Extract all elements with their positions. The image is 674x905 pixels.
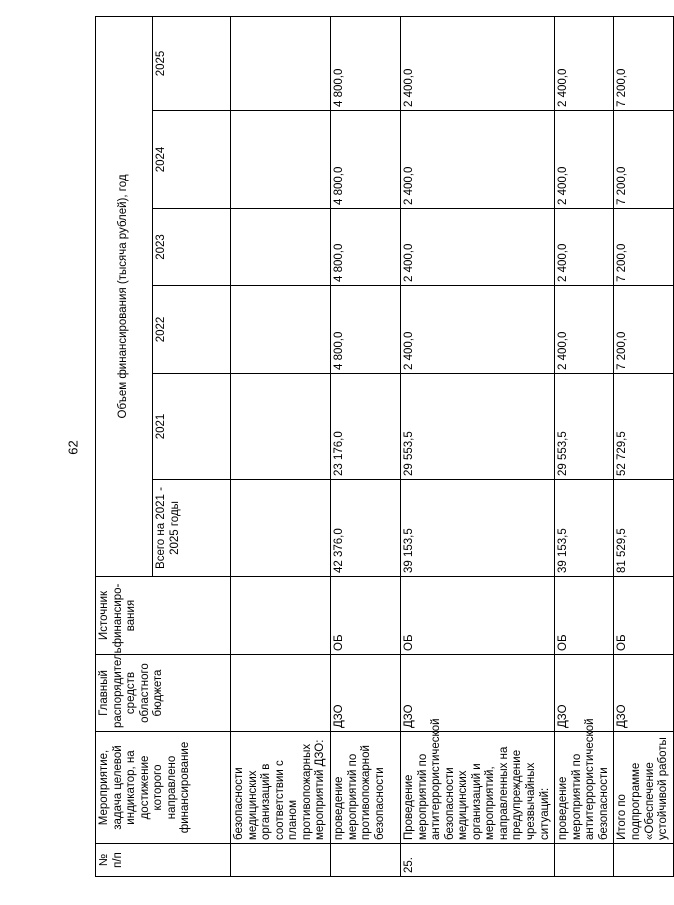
cell-2024: 2 400,0 — [555, 111, 614, 209]
header-year-2025: 2025 — [153, 16, 231, 110]
cell-total — [231, 480, 331, 577]
table-row — [555, 16, 614, 876]
cell-2025: 2 400,0 — [400, 16, 554, 110]
header-row-1 — [96, 16, 153, 876]
cell-2023: 4 800,0 — [330, 209, 400, 286]
cell-source: ОБ — [330, 577, 400, 655]
header-source: Источник финансиро-вания — [96, 577, 231, 655]
cell-2021: 23 176,0 — [330, 374, 400, 480]
cell-2022: 4 800,0 — [330, 286, 400, 374]
cell-2022 — [231, 286, 331, 374]
header-event: Мероприятие, задача целевой индикатор, на достижение которого направлено финансирование — [96, 732, 231, 844]
cell-2021: 52 729,5 — [614, 374, 673, 480]
cell-num — [614, 844, 673, 877]
cell-total: 42 376,0 — [330, 480, 400, 577]
cell-2024: 2 400,0 — [400, 111, 554, 209]
cell-num — [555, 844, 614, 877]
cell-source: ОБ — [400, 577, 554, 655]
cell-total: 39 153,5 — [555, 480, 614, 577]
header-volume: Объем финансирования (тысяча рублей), год — [96, 16, 153, 576]
cell-num: 25. — [400, 844, 554, 877]
cell-2023: 2 400,0 — [400, 209, 554, 286]
cell-manager: ДЗО — [400, 655, 554, 732]
header-year-2023: 2023 — [153, 209, 231, 286]
financing-table — [95, 16, 674, 877]
cell-num — [330, 844, 400, 877]
cell-manager — [231, 655, 331, 732]
cell-2025 — [231, 16, 331, 110]
cell-manager: ДЗО — [555, 655, 614, 732]
rotated-table-container — [95, 17, 670, 877]
cell-2023 — [231, 209, 331, 286]
cell-source: ОБ — [555, 577, 614, 655]
cell-2021: 29 553,5 — [400, 374, 554, 480]
cell-2025: 2 400,0 — [555, 16, 614, 110]
cell-2024: 4 800,0 — [330, 111, 400, 209]
cell-event: проведение мероприятий по антитеррористической безопасности — [555, 732, 614, 844]
cell-source — [231, 577, 331, 655]
cell-event: Итого по подпрограмме «Обеспечение устойчивой работы — [614, 732, 673, 844]
cell-total: 81 529,5 — [614, 480, 673, 577]
cell-2022: 2 400,0 — [555, 286, 614, 374]
cell-2023: 2 400,0 — [555, 209, 614, 286]
cell-2024: 7 200,0 — [614, 111, 673, 209]
cell-event: проведение мероприятий по противопожарной безопасности — [330, 732, 400, 844]
table-row — [231, 16, 331, 876]
header-year-2022: 2022 — [153, 286, 231, 374]
cell-manager: ДЗО — [614, 655, 673, 732]
table-row — [330, 16, 400, 876]
cell-2023: 7 200,0 — [614, 209, 673, 286]
cell-2022: 2 400,0 — [400, 286, 554, 374]
header-year-2021: 2021 — [153, 374, 231, 480]
table-row — [400, 16, 554, 876]
header-num: № п/п — [96, 844, 231, 877]
cell-2025: 4 800,0 — [330, 16, 400, 110]
table-row — [614, 16, 673, 876]
cell-total: 39 153,5 — [400, 480, 554, 577]
cell-event: Проведение мероприятий по антитеррористической безопасности медицинских организаций и мероприятий, направленных на предупреждение чрезвычайных ситуаций: — [400, 732, 554, 844]
header-total: Всего на 2021 - 2025 годы — [153, 480, 231, 577]
header-year-2024: 2024 — [153, 111, 231, 209]
cell-event: безопасности медицинских организаций в соответствии с планом противопожарных мероприятий ДЗО: — [231, 732, 331, 844]
cell-2025: 7 200,0 — [614, 16, 673, 110]
cell-num — [231, 844, 331, 877]
header-manager: Главный распорядитель средств областного бюджета — [96, 655, 231, 732]
cell-2021: 29 553,5 — [555, 374, 614, 480]
cell-source: ОБ — [614, 577, 673, 655]
cell-manager: ДЗО — [330, 655, 400, 732]
cell-2022: 7 200,0 — [614, 286, 673, 374]
page-number: 62 — [65, 440, 81, 455]
cell-2024 — [231, 111, 331, 209]
cell-2021 — [231, 374, 331, 480]
